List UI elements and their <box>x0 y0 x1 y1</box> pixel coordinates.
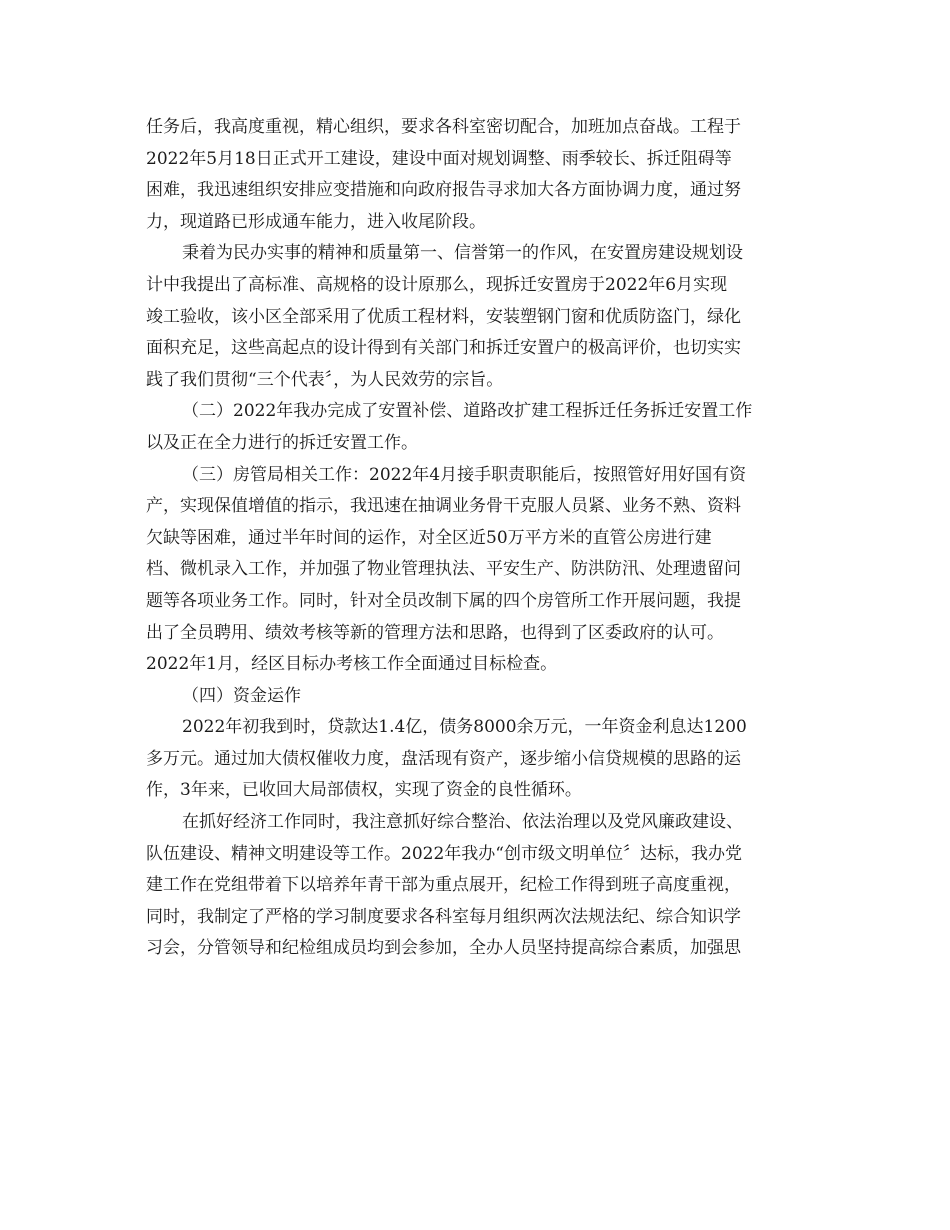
text-line: 队伍建设、精神文明建设等工作。2022年我办“创市级文明单位〞达标，我办党 <box>146 843 742 864</box>
text-line: 产，实现保值增值的指示，我迅速在抽调业务骨干克服人员紧、业务不熟、资料 <box>146 496 741 517</box>
text-line: 题等各项业务工作。同时，针对全员改制下属的四个房管所工作开展问题，我提 <box>146 590 741 611</box>
text-line: 建工作在党组带着下以培养年青干部为重点展开，纪检工作得到班子高度重视， <box>146 875 741 896</box>
text-line: 困难，我迅速组织安排应变措施和向政府报告寻求加大各方面协调力度，通过努 <box>146 180 741 201</box>
text-line: 档、微机录入工作，并加强了物业管理执法、平安生产、防洪防汛、处理遗留问 <box>146 559 741 580</box>
text-line: 2022年1月，经区目标办考核工作全面通过目标检查。 <box>146 654 558 675</box>
text-line: 以及正在全力进行的拆迁安置工作。 <box>146 432 418 453</box>
text-line: 出了全员聘用、绩效考核等新的管理方法和思路，也得到了区委政府的认可。 <box>146 622 724 643</box>
text-line: 同时，我制定了严格的学习制度要求各科室每月组织两次法规法纪、综合知识学 <box>146 906 741 927</box>
text-line: 任务后，我高度重视，精心组织，要求各科室密切配合，加班加点奋战。工程于 <box>146 117 741 137</box>
text-line: 竣工验收，该小区全部采用了优质工程材料，安装塑钢门窗和优质防盗门，绿化 <box>146 306 741 327</box>
text-line: 习会，分管领导和纪检组成员均到会参加，全办人员坚持提高综合素质，加强思 <box>146 938 741 959</box>
text-line: 在抓好经济工作同时，我注意抓好综合整治、依法治理以及党风廉政建设、 <box>182 812 743 833</box>
text-line: （三）房管局相关工作：2022年4月接手职责职能后，按照管好用好国有资 <box>182 464 747 485</box>
text-line: 欠缺等困难，通过半年时间的运作，对全区近50万平方米的直管公房进行建 <box>146 527 712 548</box>
text-line: 2022年初我到时，贷款达1.4亿，债务8000余万元，一年资金利息达1200 <box>182 717 747 738</box>
text-line: 践了我们贯彻“三个代表〞，为人民效劳的宗旨。 <box>146 369 504 390</box>
text-line: 作，3年来，已收回大局部债权，实现了资金的良性循环。 <box>146 780 582 801</box>
document-body <box>146 112 806 965</box>
text-line: 力，现道路已形成通车能力，进入收尾阶段。 <box>146 211 486 232</box>
text-line: （四）资金运作 <box>182 685 301 706</box>
text-line: 计中我提出了高标准、高规格的设计原那么，现拆迁安置房于2022年6月实现 <box>146 274 728 295</box>
text-line: 秉着为民办实事的精神和质量第一、信誉第一的作风，在安置房建设规划设 <box>182 243 743 264</box>
text-line: 2022年5月18日正式开工建设，建设中面对规划调整、雨季较长、拆迁阻碍等 <box>146 148 732 169</box>
text-line: 面积充足，这些高起点的设计得到有关部门和拆迁安置户的极高评价，也切实实 <box>146 338 741 359</box>
text-line: （二）2022年我办完成了安置补偿、道路改扩建工程拆迁任务拆迁安置工作 <box>182 401 753 422</box>
text-line: 多万元。通过加大债权催收力度，盘活现有资产，逐步缩小信贷规模的思路的运 <box>146 748 741 769</box>
